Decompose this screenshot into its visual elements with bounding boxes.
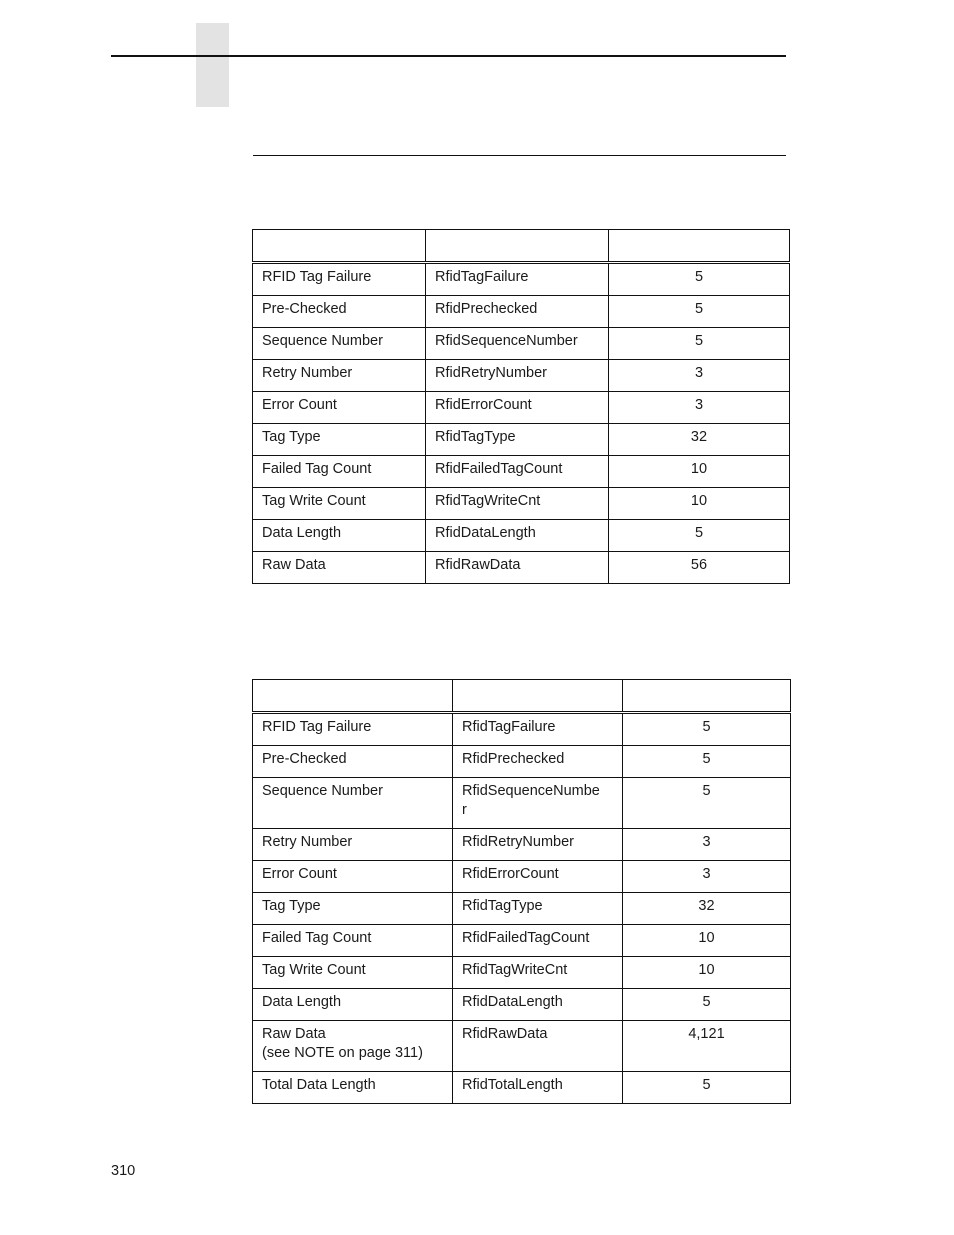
cell-field: RfidDataLength [426, 520, 609, 552]
cell-name: Retry Number [253, 829, 453, 861]
cell-field: RfidTagFailure [453, 713, 623, 746]
table-row [253, 1072, 791, 1104]
table-row [253, 713, 791, 746]
section-rule [253, 155, 786, 156]
cell-field: RfidRawData [453, 1021, 623, 1072]
cell-length: 3 [609, 360, 790, 392]
cell-name: Failed Tag Count [253, 925, 453, 957]
table-row [253, 778, 791, 829]
table-row [253, 925, 791, 957]
header-cell-field [426, 230, 609, 263]
cell-field: RfidTagType [426, 424, 609, 456]
cell-length: 5 [623, 1072, 791, 1104]
cell-name: Tag Write Count [253, 488, 426, 520]
cell-length: 3 [623, 861, 791, 893]
cell-length: 5 [623, 778, 791, 829]
table-row [253, 424, 790, 456]
cell-name: Data Length [253, 520, 426, 552]
cell-length: 3 [609, 392, 790, 424]
cell-field: RfidRetryNumber [453, 829, 623, 861]
table-header-row [253, 230, 790, 263]
table-row [253, 488, 790, 520]
cell-name: Error Count [253, 392, 426, 424]
table-row [253, 829, 791, 861]
cell-name: Pre-Checked [253, 296, 426, 328]
table-row [253, 893, 791, 925]
cell-length: 5 [623, 713, 791, 746]
table-row [253, 552, 790, 584]
table-row [253, 456, 790, 488]
header-rule [111, 55, 786, 57]
cell-field: RfidSequenceNumber [426, 328, 609, 360]
cell-field: RfidErrorCount [453, 861, 623, 893]
cell-length: 4,121 [623, 1021, 791, 1072]
cell-length: 10 [609, 456, 790, 488]
table-header-row [253, 680, 791, 713]
cell-length: 56 [609, 552, 790, 584]
cell-length: 5 [623, 746, 791, 778]
cell-length: 32 [623, 893, 791, 925]
cell-field: RfidPrechecked [453, 746, 623, 778]
cell-name: Sequence Number [253, 328, 426, 360]
header-cell-length [609, 230, 790, 263]
cell-name: Data Length [253, 989, 453, 1021]
table-row [253, 861, 791, 893]
cell-field: RfidTagWriteCnt [426, 488, 609, 520]
table-row [253, 392, 790, 424]
cell-length: 5 [609, 263, 790, 296]
cell-length: 10 [623, 957, 791, 989]
header-cell-length [623, 680, 791, 713]
cell-name: Total Data Length [253, 1072, 453, 1104]
cell-field-line-cont: r [462, 802, 467, 818]
cell-length: 5 [623, 989, 791, 1021]
cell-field: RfidPrechecked [426, 296, 609, 328]
cell-name: Tag Type [253, 424, 426, 456]
cell-name: Retry Number [253, 360, 426, 392]
cell-field: RfidTagType [453, 893, 623, 925]
cell-length: 5 [609, 520, 790, 552]
rfid-fields-table-2 [252, 679, 791, 1104]
cell-field: RfidTotalLength [453, 1072, 623, 1104]
cell-name-note: (see NOTE on page 311) [262, 1045, 423, 1061]
cell-length: 5 [609, 296, 790, 328]
rfid-fields-table-1 [252, 229, 790, 584]
cell-length: 32 [609, 424, 790, 456]
header-cell-name [253, 680, 453, 713]
cell-name: Tag Write Count [253, 957, 453, 989]
header-cell-name [253, 230, 426, 263]
table-row [253, 746, 791, 778]
cell-name: RFID Tag Failure [253, 263, 426, 296]
table-row [253, 520, 790, 552]
cell-name: Raw Data [253, 552, 426, 584]
cell-field [453, 778, 623, 829]
cell-field: RfidRetryNumber [426, 360, 609, 392]
table-row [253, 989, 791, 1021]
cell-name: Sequence Number [253, 778, 453, 829]
cell-length: 5 [609, 328, 790, 360]
cell-field: RfidDataLength [453, 989, 623, 1021]
table-row [253, 328, 790, 360]
cell-length: 10 [623, 925, 791, 957]
cell-name: Pre-Checked [253, 746, 453, 778]
cell-name [253, 1021, 453, 1072]
cell-field: RfidErrorCount [426, 392, 609, 424]
chapter-tab [196, 23, 229, 107]
cell-field: RfidFailedTagCount [453, 925, 623, 957]
table-row [253, 263, 790, 296]
table-row [253, 296, 790, 328]
cell-field-line: RfidSequenceNumbe [462, 783, 600, 799]
cell-length: 3 [623, 829, 791, 861]
cell-field: RfidTagWriteCnt [453, 957, 623, 989]
cell-name: Failed Tag Count [253, 456, 426, 488]
cell-length: 10 [609, 488, 790, 520]
table-row [253, 957, 791, 989]
cell-field: RfidRawData [426, 552, 609, 584]
table-row [253, 1021, 791, 1072]
cell-name: Error Count [253, 861, 453, 893]
cell-field: RfidTagFailure [426, 263, 609, 296]
table-row [253, 360, 790, 392]
cell-name-line: Raw Data [262, 1026, 326, 1042]
cell-field: RfidFailedTagCount [426, 456, 609, 488]
page-number: 310 [111, 1163, 136, 1179]
cell-name: Tag Type [253, 893, 453, 925]
cell-name: RFID Tag Failure [253, 713, 453, 746]
header-cell-field [453, 680, 623, 713]
